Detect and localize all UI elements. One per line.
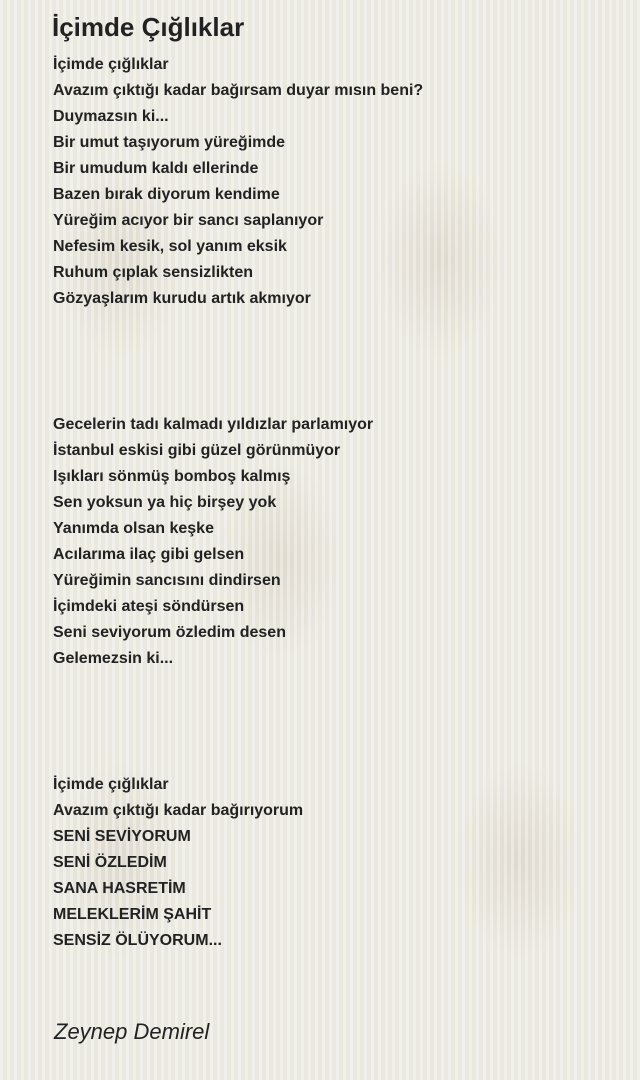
poem-line: Işıkları sönmüş bomboş kalmış [53, 468, 291, 485]
poem-line: Seni seviyorum özledim desen [53, 624, 286, 641]
poem-line: SANA HASRETİM [53, 880, 186, 897]
poem-line: SENSİZ ÖLÜYORUM... [53, 932, 222, 949]
poem-line: SENİ SEVİYORUM [53, 828, 191, 845]
poem-line: Avazım çıktığı kadar bağırıyorum [53, 802, 304, 819]
poem-line: Gecelerin tadı kalmadı yıldızlar parlamıyor [53, 416, 374, 433]
poem-line: Duymazsın ki... [53, 108, 169, 125]
poem-line: İçimde çığlıklar [53, 56, 169, 73]
poem-line: Gözyaşlarım kurudu artık akmıyor [53, 290, 311, 307]
poem-stanza [53, 772, 303, 954]
poem-line: Avazım çıktığı kadar bağırsam duyar mısın beni? [53, 82, 424, 99]
poem-title: İçimde Çığlıklar [52, 12, 245, 42]
poem-line: İçimde çığlıklar [53, 776, 169, 793]
poem-line: Bir umut taşıyorum yüreğimde [53, 134, 286, 151]
poem-line: Yüreğimin sancısını dindirsen [53, 572, 281, 589]
poem-line: SENİ ÖZLEDİM [53, 854, 167, 871]
poem-line: Bazen bırak diyorum kendime [53, 186, 280, 203]
poem-line: Bir umudum kaldı ellerinde [53, 160, 259, 177]
poem-line: İçimdeki ateşi söndürsen [53, 598, 245, 615]
poem-line: MELEKLERİM ŞAHİT [53, 906, 212, 923]
poem-line: Yüreğim acıyor bir sancı saplanıyor [53, 212, 324, 229]
poem-line: Acılarıma ilaç gibi gelsen [53, 546, 245, 563]
poem-stanza [53, 52, 423, 312]
poem-line: Gelemezsin ki... [53, 650, 174, 667]
poem-line: Sen yoksun ya hiç birşey yok [53, 494, 277, 511]
poem-line: Ruhum çıplak sensizlikten [53, 264, 254, 281]
poem-line: Nefesim kesik, sol yanım eksik [53, 238, 287, 255]
poem-line: Yanımda olsan keşke [53, 520, 214, 537]
poem-author: Zeynep Demirel [54, 1019, 210, 1044]
poem-stanza [53, 412, 373, 672]
poem-line: İstanbul eskisi gibi güzel görünmüyor [53, 442, 341, 459]
